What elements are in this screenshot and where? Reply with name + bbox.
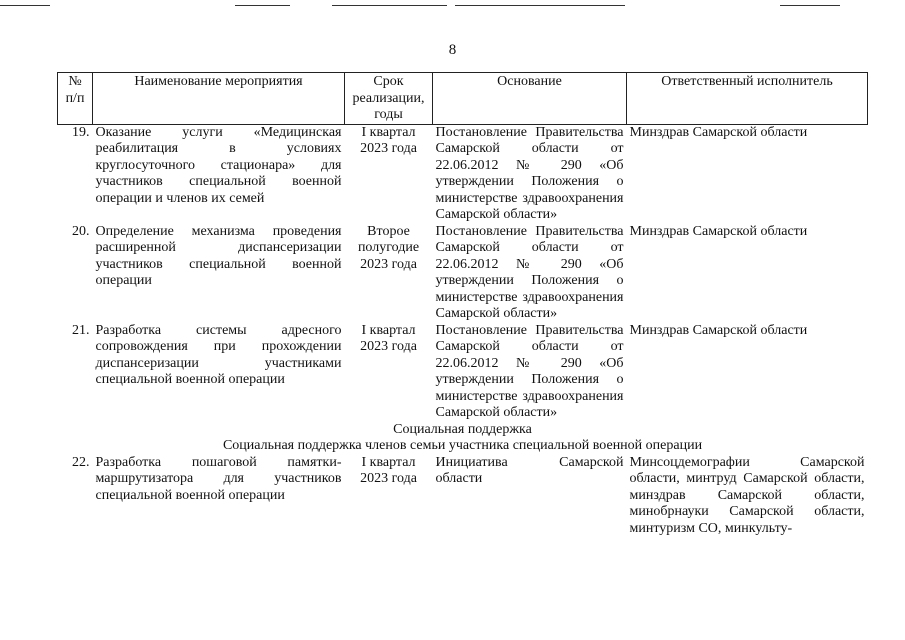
- row-responsible: Минздрав Самарской области: [629, 223, 808, 239]
- row-responsible: Минздрав Самарской области: [629, 124, 808, 140]
- row-basis: Постановление Правительства Самарской области от 22.06.2012 № 290 «Об утверждении Положения о министерстве здравоохранения Самарской области»: [435, 223, 624, 321]
- row-num: 21.: [72, 322, 90, 338]
- scan-line: [780, 5, 840, 6]
- page-number: 8: [448, 42, 457, 58]
- row-term: Второе полугодие 2023 года: [357, 223, 420, 272]
- row-name: Разработка системы адресного сопровождения при прохождении диспансеризации участниками специальной военной операции: [95, 322, 342, 387]
- header-term: Срок реализации, годы: [345, 73, 433, 125]
- header-name: Наименование мероприятия: [93, 73, 345, 125]
- table-row: [58, 323, 868, 422]
- row-term: I квартал 2023 года: [360, 124, 417, 156]
- row-num: 19.: [72, 124, 90, 140]
- row-responsible: Минздрав Самарской области: [629, 322, 808, 338]
- section-heading-row: [58, 422, 868, 439]
- table-header-row: [58, 73, 868, 125]
- row-basis: Постановление Правительства Самарской области от 22.06.2012 № 290 «Об утверждении Положения о министерстве здравоохранения Самарской области»: [435, 124, 624, 222]
- scan-line: [235, 5, 290, 6]
- row-basis: Инициатива Самарской области: [435, 454, 624, 486]
- table-row: [58, 124, 868, 224]
- table-row: [58, 224, 868, 323]
- scan-line: [332, 5, 447, 6]
- table-row: [58, 455, 868, 538]
- row-responsible: Минсоцдемографии Самарской области, минтруд Самарской области, минздрав Самарской области, минобрнауки Самарской области, минтуризм СО, минкульту-: [629, 454, 865, 536]
- row-basis: Постановление Правительства Самарской области от 22.06.2012 № 290 «Об утверждении Положения о министерстве здравоохранения Самарской области»: [435, 322, 624, 420]
- row-name: Оказание услуги «Медицинская реабилитация в условиях круглосуточного стационара» для участников специальной военной операции и членов их семей: [95, 124, 342, 206]
- header-basis: Основание: [433, 73, 627, 125]
- header-responsible: Ответственный исполнитель: [627, 73, 868, 125]
- header-num: № п/п: [58, 73, 93, 125]
- section-title: Социальная поддержка: [393, 421, 532, 437]
- row-name: Определение механизма проведения расширенной диспансеризации участников специальной военной операции: [95, 223, 342, 288]
- row-term: I квартал 2023 года: [360, 322, 417, 354]
- subsection-title: Социальная поддержка членов семьи участника специальной военной операции: [222, 438, 703, 453]
- row-term: I квартал 2023 года: [360, 454, 417, 486]
- subsection-heading-row: [58, 438, 868, 455]
- scan-line: [0, 5, 50, 6]
- activities-table: [57, 72, 868, 537]
- scan-line: [455, 5, 625, 6]
- row-num: 22.: [72, 454, 90, 470]
- row-num: 20.: [72, 223, 90, 239]
- row-name: Разработка пошаговой памятки-маршрутизатора для участников специальной военной операции: [95, 454, 342, 503]
